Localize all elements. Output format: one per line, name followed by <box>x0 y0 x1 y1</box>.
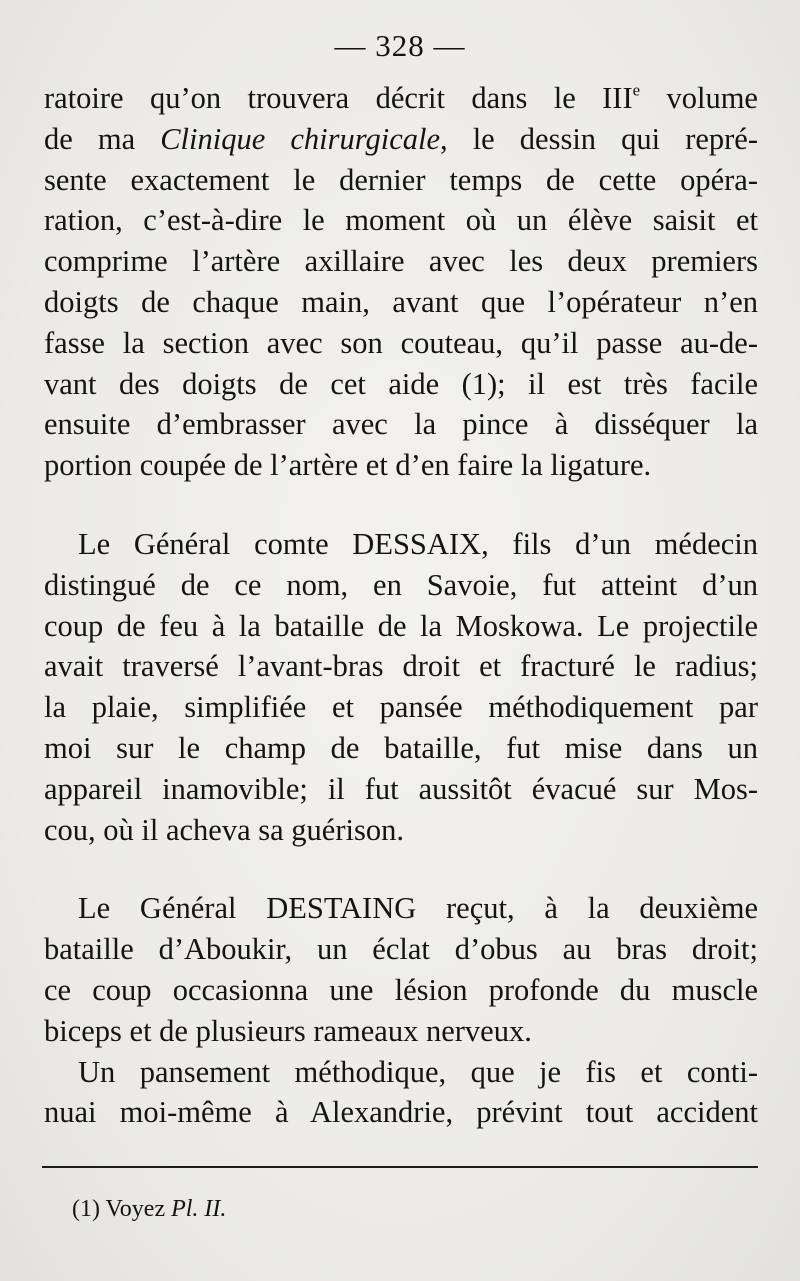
text-line: cou, où il acheva sa guérison. <box>44 812 404 847</box>
paragraph-2 <box>44 524 758 850</box>
text-line: coup de feu à la bataille de la Moskowa. Le projectile <box>44 608 758 643</box>
text-line: Un pansement méthodique, que je fis et conti- <box>78 1054 758 1089</box>
text-line: avait traversé l’avant-bras droit et fracturé le radius; <box>44 649 758 684</box>
text-line: Le Général DESTAING reçut, à la deuxième <box>78 891 758 926</box>
text-line: comprime l’artère axillaire avec les deux premiers <box>44 244 758 279</box>
paragraph-4 <box>44 1052 758 1134</box>
text-line: moi sur le champ de bataille, fut mise dans un <box>44 730 758 765</box>
text-line: Le Général comte DESSAIX, fils d’un médecin <box>78 526 758 561</box>
text-line: biceps et de plusieurs rameaux nerveux. <box>44 1013 532 1048</box>
text-line: ration, c’est-à-dire le moment où un élève saisit et <box>44 203 758 238</box>
text-line: sente exactement le dernier temps de cette opéra- <box>44 162 758 197</box>
paragraph-3 <box>44 888 758 1051</box>
text-line: vant des doigts de cet aide (1); il est très facile <box>44 366 758 401</box>
paragraph-1 <box>44 78 758 486</box>
footnote-rule <box>42 1166 758 1168</box>
body-text <box>44 78 758 1133</box>
text-line: bataille d’Aboukir, un éclat d’obus au bras droit; <box>44 932 758 967</box>
text-line: appareil inamovible; il fut aussitôt évacué sur Mos- <box>44 771 758 806</box>
footnote: (1) Voyez Pl. II. <box>72 1196 227 1222</box>
page-number: — 328 — <box>334 28 466 63</box>
text-line: ratoire qu’on trouvera décrit dans le IIIe volume <box>44 80 758 115</box>
text-line: distingué de ce nom, en Savoie, fut atteint d’un <box>44 567 758 602</box>
text-line: doigts de chaque main, avant que l’opérateur n’en <box>44 284 758 319</box>
text-line: portion coupée de l’artère et d’en faire la ligature. <box>44 448 652 483</box>
text-line: fasse la section avec son couteau, qu’il passe au-de- <box>44 325 758 360</box>
text-line: ensuite d’embrasser avec la pince à disséquer la <box>44 407 758 442</box>
text-line: ce coup occasionna une lésion profonde du muscle <box>44 972 758 1007</box>
text-line: de ma Clinique chirurgicale, le dessin qui repré- <box>44 121 758 156</box>
text-line: nuai moi-même à Alexandrie, prévint tout accident <box>44 1095 758 1130</box>
italic-title: Clinique chirurgicale <box>160 121 440 156</box>
text-line: la plaie, simplifiée et pansée méthodiquement par <box>44 690 758 725</box>
